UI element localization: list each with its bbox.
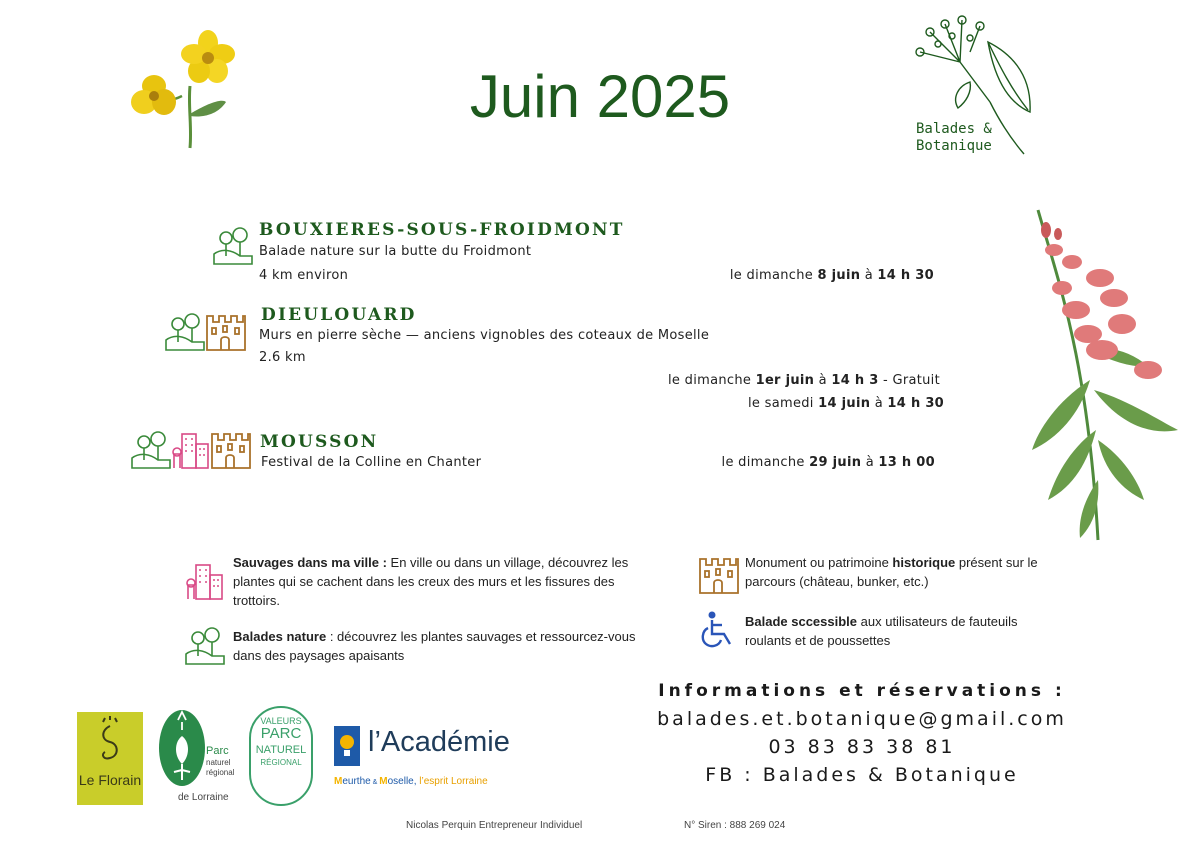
- event-1-description: Balade nature sur la butte du Froidmont: [259, 244, 532, 259]
- legend-monument: Monument ou patrimoine historique présent sur le parcours (château, bunker, etc.): [745, 555, 1038, 589]
- city-buildings-icon: [184, 560, 226, 602]
- event-2-date-2: le samedi 14 juin à 14 h 30: [748, 396, 945, 411]
- academie-logo: [334, 726, 524, 796]
- castle-monument-icon: [205, 312, 247, 352]
- castle-monument-icon: [210, 430, 252, 470]
- event-2-distance: 2.6 km: [259, 350, 306, 365]
- contact-facebook[interactable]: FB : Balades & Botanique: [705, 764, 1019, 786]
- wheelchair-icon: [698, 610, 738, 650]
- parc-label-2: naturel: [206, 758, 231, 767]
- valeurs-parc-logo: [249, 706, 313, 806]
- valeurs-label-1: VALEURS: [260, 716, 302, 726]
- event-1-date-1: le dimanche 8 juin à 14 h 30: [729, 268, 934, 283]
- legend-access: Balade sccessible aux utilisateurs de fauteuils roulants et de poussettes: [745, 614, 1018, 648]
- yellow-flower-illustration: [126, 26, 246, 151]
- event-1-place: BOUXIERES-SOUS-FROIDMONT: [259, 220, 625, 240]
- event-3-description: Festival de la Colline en Chanter: [261, 455, 482, 470]
- nature-walk-icon: [130, 430, 172, 470]
- valeurs-label-3: NATUREL: [255, 744, 307, 756]
- castle-monument-icon: [698, 555, 740, 595]
- contact-email[interactable]: balades.et.botanique@gmail.com: [657, 708, 1067, 730]
- pink-flower-illustration: [1018, 200, 1188, 550]
- academie-subtitle: Meurthe & Moselle, l’esprit Lorraine: [334, 776, 488, 787]
- florain-swirl-icon: [77, 712, 143, 772]
- event-2-date-1: le dimanche 1er juin à 14 h 3 - Gratuit: [668, 373, 940, 388]
- contact-phone[interactable]: 03 83 83 38 81: [768, 736, 956, 758]
- event-3-date-1: le dimanche 29 juin à 13 h 00: [721, 455, 935, 470]
- event-3-place: MOUSSON: [260, 432, 379, 452]
- florain-label: Le Florain: [78, 772, 142, 788]
- nature-walk-icon: [212, 226, 254, 266]
- nature-walk-icon: [184, 626, 226, 666]
- brand-logo: [900, 12, 1050, 162]
- brand-name-line2: Botanique: [916, 138, 992, 154]
- footer-siren: N° Siren : 888 269 024: [684, 820, 786, 831]
- academie-title: l’Académie: [368, 726, 510, 758]
- event-2-description: Murs en pierre sèche — anciens vignobles des coteaux de Moselle: [259, 328, 710, 343]
- parc-label-1: Parc: [206, 745, 229, 757]
- legend-city: Sauvages dans ma ville : En ville ou dans un village, découvrez les plantes qui se cachent dans les creux des murs et les fissures des trottoirs.: [233, 555, 629, 608]
- page-title: Juin 2025: [469, 63, 731, 130]
- thistle-icon: [158, 708, 208, 788]
- event-1-distance: 4 km environ: [259, 268, 349, 283]
- parc-label-3: régional: [206, 768, 235, 777]
- brand-name-line1: Balades &: [916, 121, 992, 137]
- le-florain-logo: [77, 712, 143, 805]
- academie-shield-icon: [334, 726, 360, 766]
- footer-owner: Nicolas Perquin Entrepreneur Individuel: [406, 820, 583, 831]
- legend-nature: Balades nature : découvrez les plantes sauvages et ressourcez-vous dans des paysages apaisants: [233, 629, 636, 663]
- city-buildings-icon: [170, 430, 212, 470]
- parc-naturel-lorraine-logo: [158, 708, 238, 808]
- valeurs-label-2: PARC: [260, 725, 302, 742]
- event-2-place: DIEULOUARD: [261, 305, 417, 325]
- valeurs-label-4: RÉGIONAL: [260, 758, 302, 767]
- nature-walk-icon: [164, 312, 206, 352]
- contact-heading: Informations et réservations :: [658, 681, 1066, 701]
- parc-label-4: de Lorraine: [178, 792, 229, 803]
